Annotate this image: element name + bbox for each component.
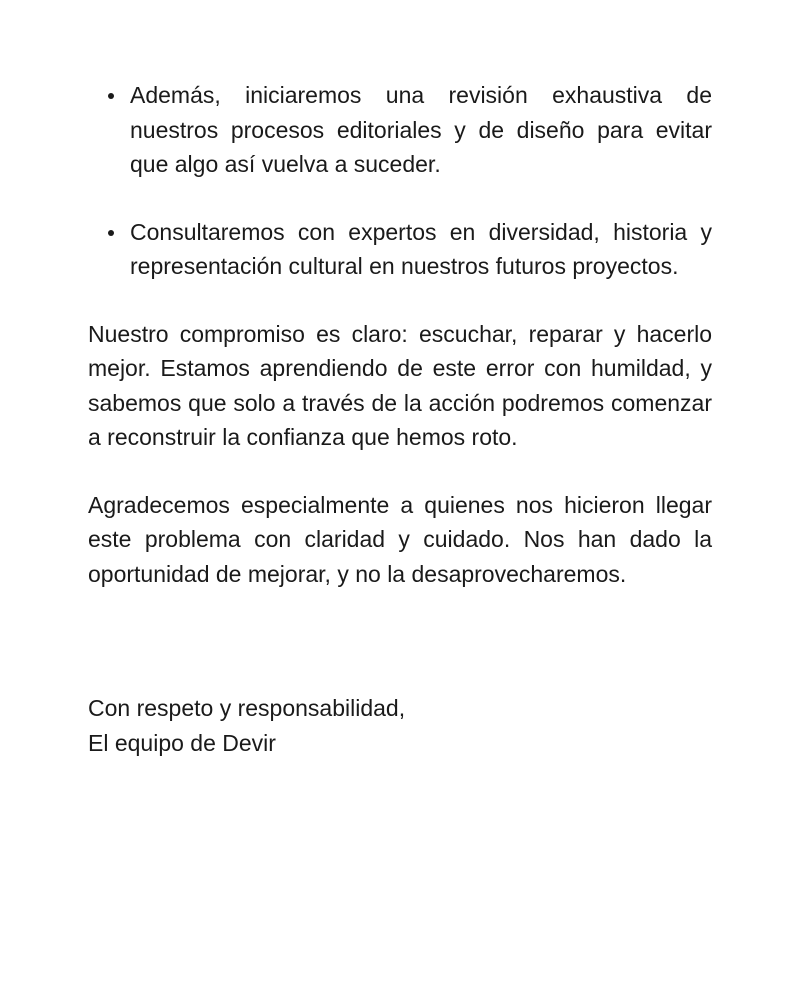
bullet-dot-icon xyxy=(108,93,114,99)
list-item-text: Consultaremos con expertos en diversidad, historia y representación cultural en nuestros futuros proyectos. xyxy=(130,218,712,279)
bullet-dot-icon xyxy=(108,230,114,236)
signature-line: El equipo de Devir xyxy=(88,729,276,756)
commitment-paragraph: Nuestro compromiso es claro: escuchar, reparar y hacerlo mejor. Estamos aprendiendo de este error con humildad, y sabemos que solo a través de la acción podremos comenzar a reconstruir la confianza que hemos roto. xyxy=(88,320,712,450)
list-item xyxy=(88,78,712,182)
list-item-text: Además, iniciaremos una revisión exhaustiva de nuestros procesos editoriales y de diseño para evitar que algo así vuelva a suceder. xyxy=(130,82,712,177)
list-item xyxy=(88,215,712,284)
action-list xyxy=(88,78,712,284)
closing-line: Con respeto y responsabilidad, xyxy=(88,695,406,721)
thanks-paragraph: Agradecemos especialmente a quienes nos hicieron llegar este problema con claridad y cuidado. Nos han dado la oportunidad de mejorar, y no la desaprovecharemos. xyxy=(88,491,712,587)
